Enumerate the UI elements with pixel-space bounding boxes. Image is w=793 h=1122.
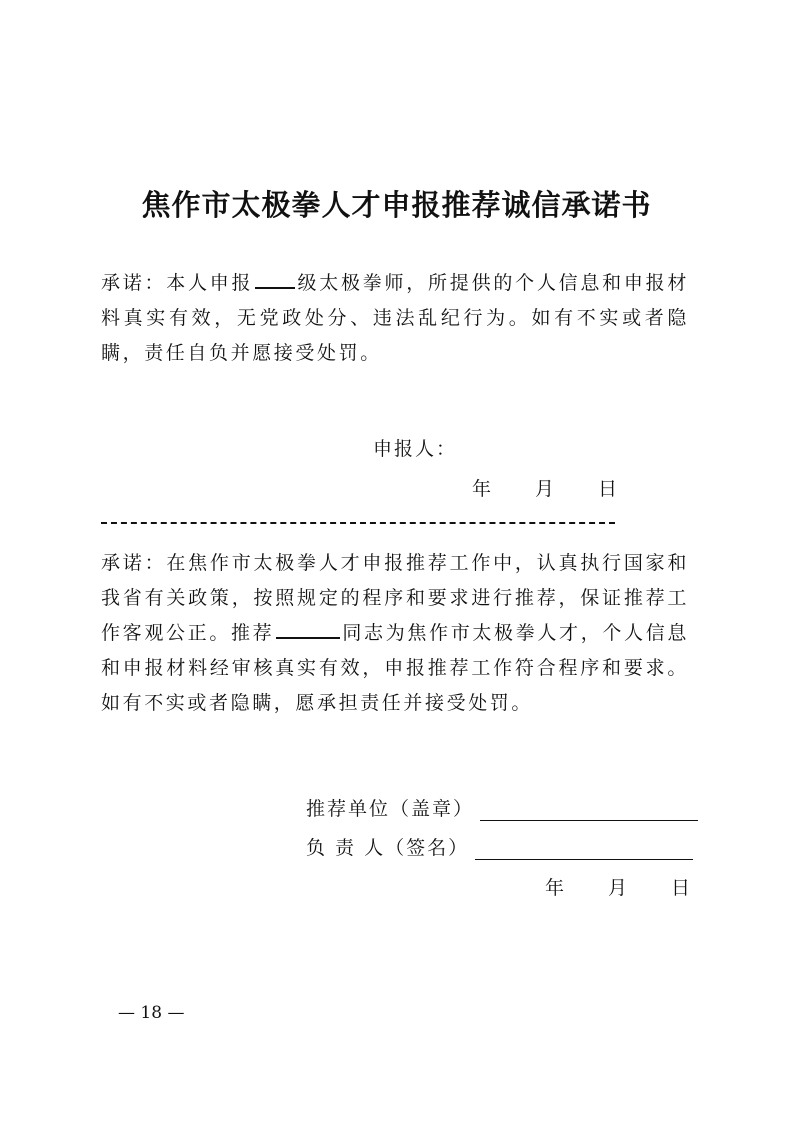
level-blank: [255, 267, 295, 289]
recommending-unit-line: [480, 802, 698, 821]
applicant-date: 年 月 日: [472, 478, 620, 500]
separator-line: [101, 522, 615, 524]
leader-label: 负 责 人（签名）: [306, 837, 470, 859]
unit-date: 年 月 日: [545, 877, 693, 899]
applicant-promise-prefix: 承诺：本人申报: [101, 272, 254, 294]
recommending-unit-label: 推荐单位（盖章）: [306, 798, 475, 820]
leader-signature-line: [475, 841, 693, 860]
applicant-label: 申报人：: [373, 438, 458, 460]
applicant-promise-suffix: 级太极拳师，所提供的个人信息和申报材料真实有效，无党政处分、违法乱纪行为。如有不实或者隐瞒，责任自负并愿接受处罚。: [101, 272, 689, 364]
nominee-blank: [276, 617, 340, 639]
leader-row: [306, 833, 693, 860]
recommending-unit-row: [306, 794, 698, 821]
unit-promise-prefix: 承诺：在焦作市太极拳人才申报推荐工作中，认真执行国家和我省有关政策，按照规定的程序和要求进行推荐，保证推荐工作客观公正。推荐: [101, 552, 689, 644]
page-number: — 18 —: [118, 1003, 185, 1023]
unit-promise-suffix: 同志为焦作市太极拳人才，个人信息和申报材料经审核真实有效，申报推荐工作符合程序和要求。如有不实或者隐瞒，愿承担责任并接受处罚。: [101, 622, 689, 714]
applicant-promise: [101, 266, 689, 371]
document-title: 焦作市太极拳人才申报推荐诚信承诺书: [141, 188, 652, 222]
unit-promise: [101, 546, 689, 721]
